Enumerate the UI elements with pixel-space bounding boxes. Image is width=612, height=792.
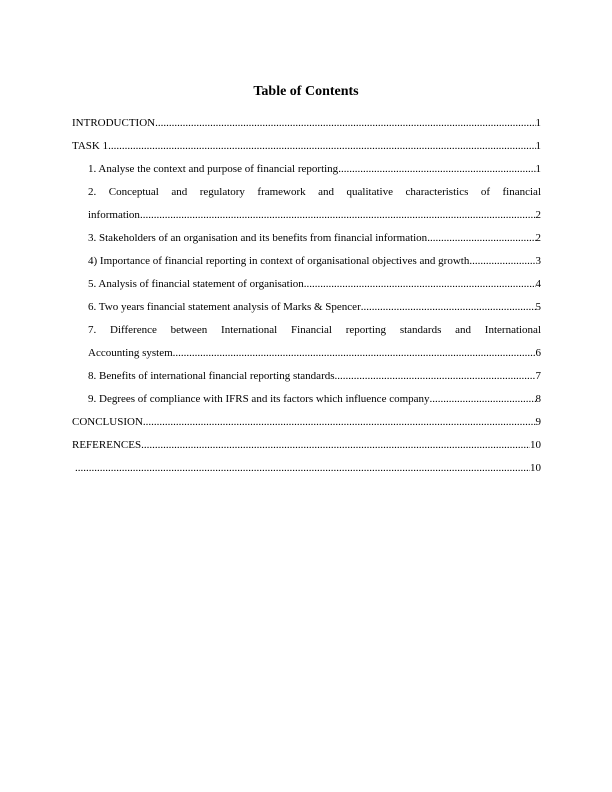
toc-page-number: 9 bbox=[535, 416, 541, 428]
toc-entry-text: 3. Stakeholders of an organisation and its benefits from financial information bbox=[88, 232, 428, 244]
dot-leader bbox=[304, 273, 536, 296]
toc-entry-5[interactable] bbox=[72, 273, 541, 296]
toc-entry-text: INTRODUCTION bbox=[72, 117, 156, 129]
toc-page-number: 1 bbox=[535, 163, 541, 175]
toc-entry-text: 7. Difference between International Financial reporting standards and International bbox=[88, 324, 541, 336]
toc-page-number: 7 bbox=[535, 370, 541, 382]
toc-entry-conclusion[interactable] bbox=[72, 411, 541, 434]
toc-page-number: 1 bbox=[535, 117, 541, 129]
toc-entry-introduction[interactable] bbox=[72, 112, 541, 135]
dot-leader bbox=[143, 411, 536, 434]
toc-entry-7[interactable] bbox=[72, 319, 541, 365]
toc-page-number: 5 bbox=[535, 301, 541, 313]
toc-entry-text: 4) Importance of financial reporting in context of organisational objectives and growth bbox=[88, 255, 470, 267]
toc-entry-text-continued: information bbox=[88, 209, 140, 221]
dot-leader bbox=[335, 365, 536, 388]
dot-leader bbox=[141, 434, 530, 457]
toc-entry-1[interactable] bbox=[72, 158, 541, 181]
toc-entry-text: 2. Conceptual and regulatory framework and qualitative characteristics of financial bbox=[88, 186, 541, 198]
dot-leader bbox=[155, 112, 535, 135]
dot-leader bbox=[361, 296, 536, 319]
toc-page-number: 2 bbox=[535, 232, 541, 244]
toc-entry-references[interactable] bbox=[72, 434, 541, 457]
dot-leader bbox=[108, 135, 535, 158]
toc-page-number: 3 bbox=[535, 255, 541, 267]
toc-page-number: 8 bbox=[535, 393, 541, 405]
toc-entry-9[interactable] bbox=[72, 388, 541, 411]
toc-entry-text: CONCLUSION bbox=[72, 416, 143, 428]
toc-entry-text: REFERENCES bbox=[72, 439, 142, 451]
toc-entry-6[interactable] bbox=[72, 296, 541, 319]
toc-page-number: 10 bbox=[530, 462, 541, 474]
dot-leader bbox=[338, 158, 535, 181]
dot-leader bbox=[75, 457, 530, 480]
toc-entry-untitled[interactable] bbox=[72, 457, 541, 480]
dot-leader bbox=[469, 250, 535, 273]
toc-page-number: 6 bbox=[535, 347, 541, 359]
toc-entry-task-1[interactable] bbox=[72, 135, 541, 158]
dot-leader bbox=[427, 227, 535, 250]
toc-entry-text: 6. Two years financial statement analysis of Marks & Spencer bbox=[88, 301, 361, 313]
toc-title: Table of Contents bbox=[253, 84, 359, 99]
toc-page-number: 1 bbox=[535, 140, 541, 152]
dot-leader bbox=[430, 388, 536, 411]
toc-entry-text-continued: Accounting system bbox=[88, 347, 173, 359]
toc-entry-text: TASK 1 bbox=[72, 140, 109, 152]
toc-page-number: 2 bbox=[535, 209, 541, 221]
toc-entry-text: 1. Analyse the context and purpose of financial reporting bbox=[88, 163, 339, 175]
toc-entry-text: 5. Analysis of financial statement of organisation bbox=[88, 278, 304, 290]
dot-leader bbox=[140, 204, 536, 227]
toc-entry-2[interactable] bbox=[72, 181, 541, 227]
toc-page-number: 4 bbox=[535, 278, 541, 290]
toc-entry-8[interactable] bbox=[72, 365, 541, 388]
toc-entry-4[interactable] bbox=[72, 250, 541, 273]
dot-leader bbox=[173, 342, 536, 365]
table-of-contents bbox=[72, 112, 541, 480]
toc-entry-text: 9. Degrees of compliance with IFRS and its factors which influence company bbox=[88, 393, 430, 405]
toc-entry-3[interactable] bbox=[72, 227, 541, 250]
toc-entry-text: 8. Benefits of international financial reporting standards bbox=[88, 370, 335, 382]
toc-page-number: 10 bbox=[530, 439, 541, 451]
